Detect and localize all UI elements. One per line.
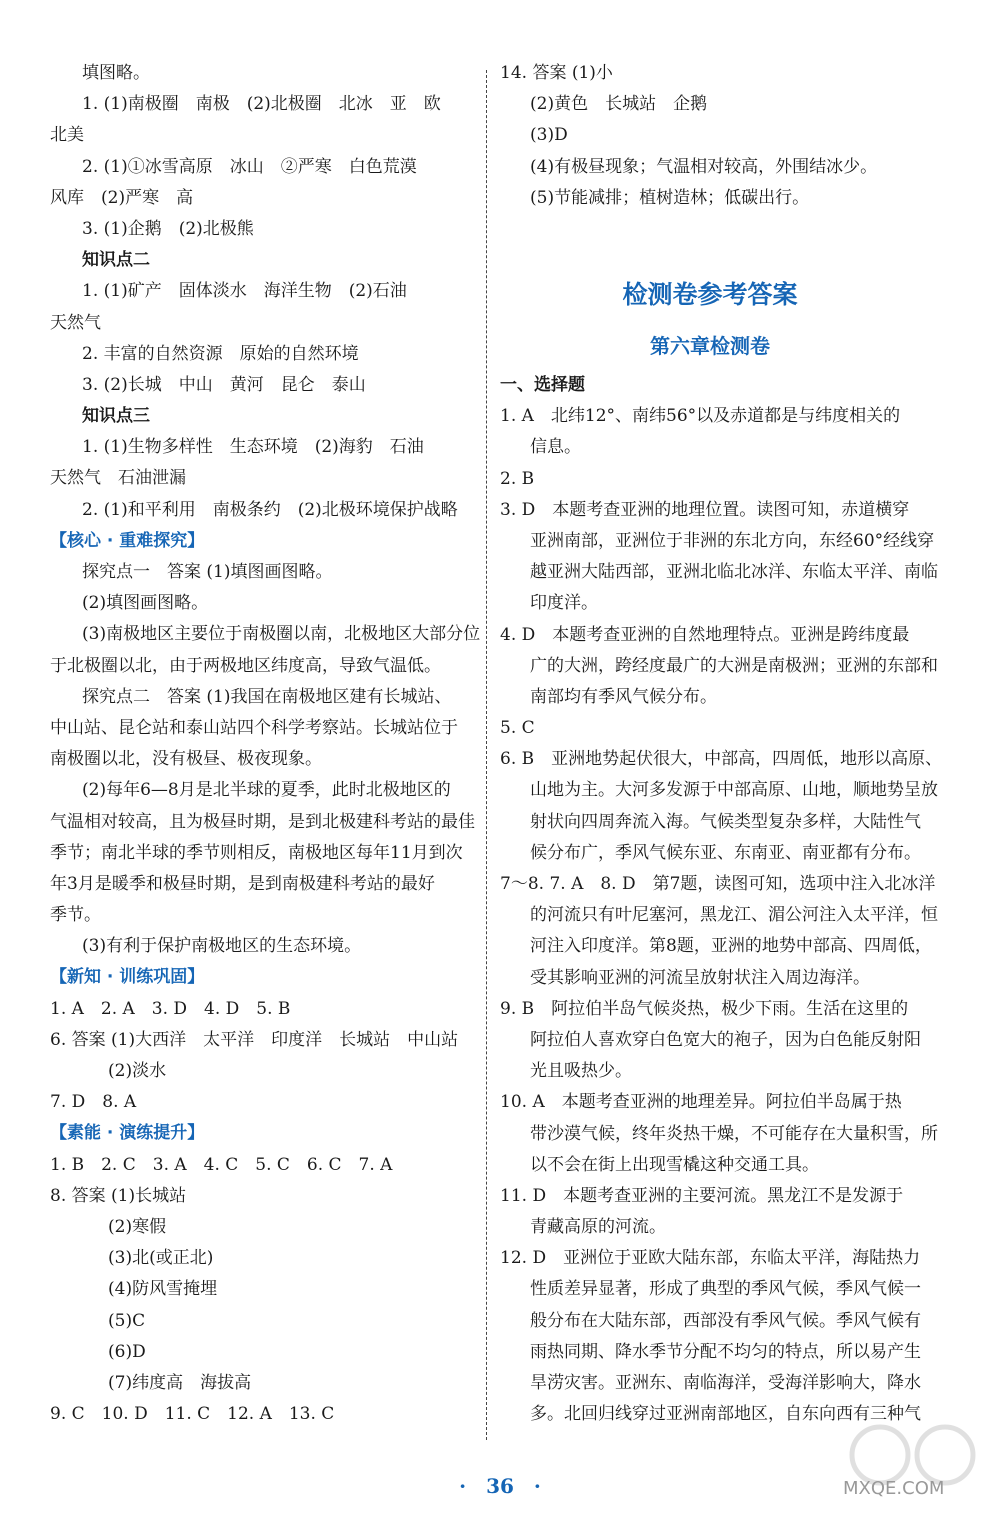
text-line: 探究点二 答案 (1)我国在南极地区建有长城站、 — [82, 686, 452, 707]
text-line: 于北极圈以北，由于两极地区纬度高，导致气温低。 — [50, 655, 441, 676]
text-line: 天然气 石油泄漏 — [50, 468, 186, 489]
text-line: 受其影响亚洲的河流呈放射状注入周边海洋。 — [530, 967, 870, 988]
text-line: 2. 丰富的自然资源 原始的自然环境 — [82, 343, 359, 364]
text-line: 1. (1)矿产 固体淡水 海洋生物 (2)石油 — [82, 281, 407, 302]
column-divider — [486, 70, 487, 1440]
text-line: (3)D — [530, 125, 568, 146]
text-line: 填图略。 — [82, 63, 150, 83]
text-line: 候分布广，季风气候东亚、东南亚、南亚都有分布。 — [530, 842, 921, 863]
text-line: 季节；南北半球的季节则相反，南极地区每年11月到次 — [50, 842, 463, 863]
text-line: (6)D — [108, 1341, 146, 1362]
text-line: 8. 答案 (1)长城站 — [50, 1185, 187, 1206]
text-line: 季节。 — [50, 905, 101, 926]
text-line: 风库 (2)严寒 高 — [50, 187, 194, 208]
text-line: 6. B 亚洲地势起伏很大，中部高，四周低，地形以高原、 — [500, 749, 943, 770]
text-line: 2. (1)①冰雪高原 冰山 ②严寒 白色荒漠 — [82, 156, 417, 177]
text-line: 的河流只有叶尼塞河，黑龙江、湄公河注入太平洋，恒 — [530, 905, 938, 926]
text-line: 4. D 本题考查亚洲的自然地理特点。亚洲是跨纬度最 — [500, 624, 910, 645]
text-line: 3. (2)长城 中山 黄河 昆仑 泰山 — [82, 374, 366, 395]
text-line: 印度洋。 — [530, 593, 598, 614]
text-line: 般分布在大陆东部，西部没有季风气候。季风气候有 — [530, 1310, 921, 1331]
text-line: 旱涝灾害。亚洲东、南临海洋，受海洋影响大，降水 — [530, 1373, 921, 1393]
left-column — [50, 58, 481, 1430]
text-line: 1. A 2. A 3. D 4. D 5. B — [50, 998, 291, 1019]
text-line: 【素能 · 演练提升】 — [50, 1123, 205, 1144]
text-line: 南部均有季风气候分布。 — [530, 686, 717, 707]
text-line: (4)防风雪掩埋 — [108, 1279, 218, 1300]
text-line: 7. D 8. A — [50, 1092, 137, 1113]
text-line: 12. D 亚洲位于亚欧大陆东部，东临太平洋，海陆热力 — [500, 1248, 921, 1269]
text-line: (2)淡水 — [108, 1061, 167, 1081]
text-line: 阿拉伯人喜欢穿白色宽大的袍子，因为白色能反射阳 — [530, 1029, 921, 1050]
text-line: (5)节能减排；植树造林；低碳出行。 — [530, 187, 810, 208]
text-line: 1. A 北纬12°、南纬56°以及赤道都是与纬度相关的 — [500, 406, 901, 427]
text-line: 6. 答案 (1)大西洋 太平洋 印度洋 长城站 中山站 — [50, 1029, 459, 1050]
text-line: 青藏高原的河流。 — [530, 1217, 666, 1238]
text-line: 河注入印度洋。第8题，亚洲的地势中部高、四周低， — [530, 936, 932, 957]
text-line: 14. 答案 (1)小 — [500, 63, 613, 83]
text-line: 山地为主。大河多发源于中部高原、山地，顺地势呈放 — [530, 780, 938, 801]
text-line: 年3月是暖季和极昼时期，是到南极建科考站的最好 — [50, 873, 435, 894]
text-line: 多。北回归线穿过亚洲南部地区，自东向西有三种气 — [530, 1404, 921, 1425]
text-line: 【新知 · 训练巩固】 — [50, 967, 205, 988]
text-line: 广的大洲，跨经度最广的大洲是南极洲；亚洲的东部和 — [530, 655, 938, 676]
text-line: 一、选择题 — [500, 375, 585, 395]
text-line: (3)南极地区主要位于南极圈以南，北极地区大部分位 — [82, 624, 481, 645]
text-line: 信息。 — [530, 437, 581, 458]
text-line: 探究点一 答案 (1)填图画图略。 — [82, 562, 333, 582]
text-line: 带沙漠气候，终年炎热干燥，不可能存在大量积雪，所 — [530, 1123, 938, 1144]
right-column-answers — [500, 370, 943, 1430]
text-line: 雨热同期、降水季节分配不均匀的特点，所以易产生 — [530, 1341, 921, 1362]
text-line: (2)寒假 — [108, 1216, 167, 1237]
text-line: 10. A 本题考查亚洲的地理差异。阿拉伯半岛属于热 — [500, 1092, 902, 1113]
text-line: 【核心 · 重难探究】 — [50, 530, 205, 551]
text-line: 1. B 2. C 3. A 4. C 5. C 6. C 7. A — [50, 1154, 393, 1175]
text-line: 天然气 — [50, 312, 101, 333]
text-line: 气温相对较高，且为极昼时期，是到北极建科考站的最佳 — [50, 811, 475, 832]
text-line: 越亚洲大陆西部，亚洲北临北冰洋、东临太平洋、南临 — [530, 562, 938, 583]
text-line: 7～8. 7. A 8. D 第7题，读图可知，选项中注入北冰洋 — [500, 874, 936, 894]
text-line: (5)C — [108, 1310, 146, 1331]
text-line: (2)黄色 长城站 企鹅 — [530, 94, 708, 115]
section-title: 检测卷参考答案 — [622, 280, 798, 309]
text-line: 北美 — [50, 125, 84, 146]
text-line: 知识点三 — [82, 406, 150, 427]
page-number: · 36 · — [459, 1474, 541, 1498]
text-line: (2)每年6—8月是北半球的夏季，此时北极地区的 — [82, 780, 451, 801]
text-line: 3. D 本题考查亚洲的地理位置。读图可知，赤道横穿 — [500, 499, 910, 520]
text-line: 2. (1)和平利用 南极条约 (2)北极环境保护战略 — [82, 499, 458, 520]
text-line: 中山站、昆仑站和泰山站四个科学考察站。长城站位于 — [50, 717, 458, 738]
text-line: 性质差异显著，形成了典型的季风气候，季风气候一 — [530, 1279, 921, 1300]
text-line: 1. (1)生物多样性 生态环境 (2)海豹 石油 — [82, 437, 424, 458]
text-line: 5. C — [500, 718, 535, 739]
text-line: (4)有极昼现象；气温相对较高，外围结冰少。 — [530, 156, 878, 177]
text-line: (3)有利于保护南极地区的生态环境。 — [82, 936, 362, 957]
text-line: 南极圈以北，没有极昼、极夜现象。 — [50, 749, 322, 770]
text-line: 1. (1)南极圈 南极 (2)北极圈 北冰 亚 欧 — [82, 94, 441, 115]
text-line: 2. B — [500, 468, 535, 489]
text-line: 射状向四周奔流入海。气候类型复杂多样，大陆性气 — [530, 811, 921, 832]
chapter-title: 第六章检测卷 — [650, 334, 770, 358]
right-column-top — [500, 58, 920, 214]
text-line: (7)纬度高 海拔高 — [108, 1372, 252, 1393]
text-line: 11. D 本题考查亚洲的主要河流。黑龙江不是发源于 — [500, 1185, 904, 1206]
text-line: 3. (1)企鹅 (2)北极熊 — [82, 218, 254, 239]
text-line: (3)北(或正北) — [108, 1248, 214, 1269]
text-line: 光且吸热少。 — [530, 1061, 632, 1082]
text-line: 亚洲南部，亚洲位于非洲的东北方向，东经60°经线穿 — [530, 530, 935, 551]
text-line: 以不会在街上出现雪橇这种交通工具。 — [530, 1154, 819, 1175]
text-line: 9. B 阿拉伯半岛气候炎热，极少下雨。生活在这里的 — [500, 998, 909, 1019]
text-line: (2)填图画图略。 — [82, 593, 209, 614]
text-line: 9. C 10. D 11. C 12. A 13. C — [50, 1404, 335, 1425]
text-line: 知识点二 — [82, 250, 150, 271]
watermark-text: MXQE.COM — [843, 1478, 945, 1499]
